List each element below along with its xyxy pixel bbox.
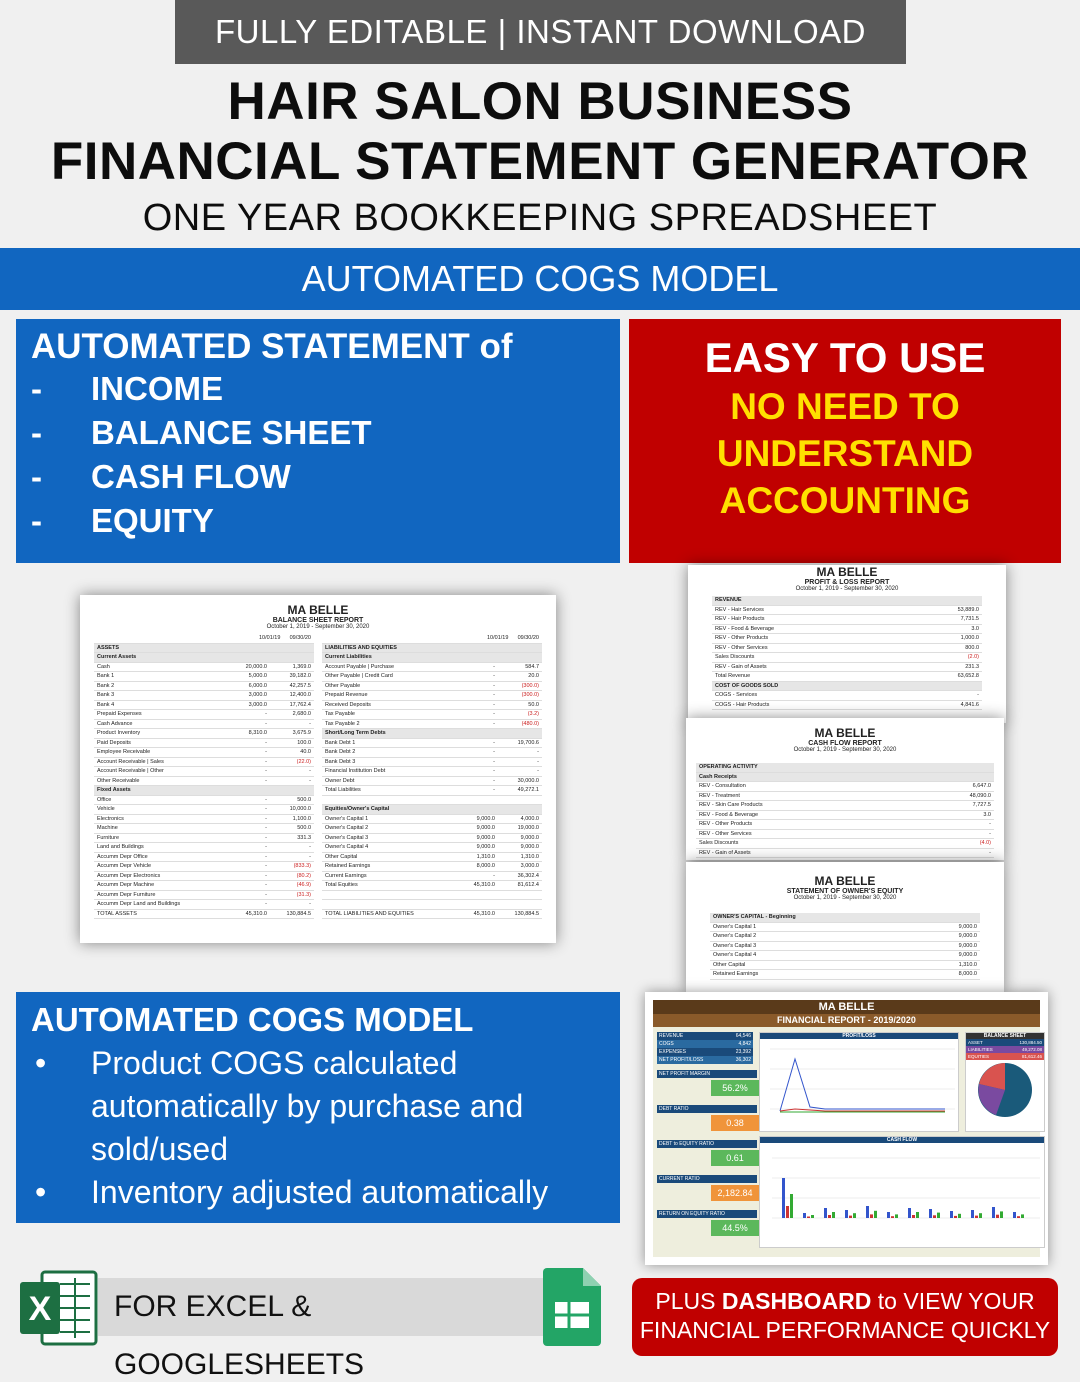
cash-flow-bar — [887, 1212, 890, 1218]
cash-flow-bar — [874, 1211, 877, 1218]
summary-row: NET PROFIT/LOSS 36,302 — [659, 1057, 751, 1063]
cash-flow-bar — [933, 1215, 936, 1218]
kpi-label: RETURN ON EQUITY RATIO — [657, 1210, 757, 1218]
cogs-heading: AUTOMATED COGS MODEL — [31, 1001, 474, 1038]
table-row: Bank 3 3,000.0 12,400.0 — [94, 691, 314, 701]
cash-flow-bar — [782, 1178, 785, 1218]
table-row: Prepaid Expenses - 2,680.0 — [94, 710, 314, 720]
table-row: COGS - Hair Products 4,841.6 — [712, 701, 982, 711]
cash-flow-bar — [1021, 1214, 1024, 1218]
kpi-label: NET PROFIT MARGIN — [657, 1070, 757, 1078]
cash-flow-bar — [950, 1211, 953, 1218]
title-line-1: HAIR SALON BUSINESS — [227, 72, 853, 131]
table-row: Sales Discounts (4.0) — [696, 839, 994, 849]
cash-flow-bar — [958, 1214, 961, 1218]
table-row: Cash Receipts — [696, 773, 994, 783]
cash-flow-bar — [992, 1207, 995, 1218]
subtitle: ONE YEAR BOOKKEEPING SPREADSHEET — [142, 197, 938, 239]
table-row: OWNER'S CAPITAL - Beginning — [710, 913, 980, 923]
cash-flow-bar — [912, 1215, 915, 1218]
table-row: Other Capital 1,310.0 1,310.0 — [322, 853, 542, 863]
table-row: Owner's Capital 4 9,000.0 — [710, 951, 980, 961]
cash-flow-bar — [824, 1208, 827, 1218]
table-row: TOTAL ASSETS 45,310.0 130,884.5 — [94, 910, 314, 920]
table-row: Furniture - 331.3 — [94, 834, 314, 844]
table-row: REV - Other Services 800.0 — [712, 644, 982, 654]
company-name: MA BELLE — [816, 565, 878, 579]
table-row: Retained Earnings 8,000.0 3,000.0 — [322, 862, 542, 872]
table-row: COST OF GOODS SOLD — [712, 682, 982, 692]
table-row: Accumm Depr Furniture - (31.3) — [94, 891, 314, 901]
table-row: REV - Other Products - — [696, 820, 994, 830]
table-row: Tax Payable - (3.2) — [322, 710, 542, 720]
table-row: Other Receivable - - — [94, 777, 314, 787]
table-row: Office - 500.0 — [94, 796, 314, 806]
kpi-block — [657, 1070, 757, 1093]
table-row: REV - Food & Beverage 3.0 — [696, 811, 994, 821]
cash-flow-bar — [971, 1210, 974, 1218]
easy-line: UNDERSTAND — [716, 433, 974, 474]
balance-row: EQUITIES 81,612.46 — [968, 1054, 1042, 1059]
table-row: Cash Advance - - — [94, 720, 314, 730]
report-dates: October 1, 2019 - September 30, 2020 — [793, 747, 897, 753]
platform-label: FOR EXCEL & GOOGLESHEETS — [98, 1278, 548, 1336]
table-row: REV - Other Services - — [696, 830, 994, 840]
table-row: Current Earnings - 36,302.4 — [322, 872, 542, 882]
excel-icon — [20, 1268, 98, 1348]
cash-flow-bar — [807, 1217, 810, 1219]
report-dates: October 1, 2019 - September 30, 2020 — [266, 624, 370, 630]
table-row: Current Liabilities — [322, 653, 542, 663]
cash-flow-bar — [790, 1194, 793, 1218]
kpi-value: 44.5% — [711, 1220, 759, 1236]
balance-pie-chart — [966, 1060, 1044, 1120]
table-row: Machine - 500.0 — [94, 824, 314, 834]
table-row: Short/Long Term Debts — [322, 729, 542, 739]
table-row: ASSETS — [94, 644, 314, 654]
table-row: REV - Gain of Assets 231.3 — [712, 663, 982, 673]
cash-flow-chart-title: CASH FLOW — [760, 1137, 1044, 1143]
cash-flow-bar — [954, 1216, 957, 1218]
table-row: REV - Treatment 48,090.0 — [696, 792, 994, 802]
table-row: Owner's Capital 2 9,000.0 19,000.0 — [322, 824, 542, 834]
table-row: REV - Food & Beverage 3.0 — [712, 625, 982, 635]
table-row: Product Inventory 8,310.0 3,675.9 — [94, 729, 314, 739]
cash-flow-bar — [866, 1206, 869, 1218]
report-title: STATEMENT OF OWNER'S EQUITY — [786, 888, 904, 895]
statement-item: - BALANCE SHEET — [31, 414, 372, 451]
cash-flow-bar — [908, 1208, 911, 1218]
table-row: Account Receivable | Sales - (22.0) — [94, 758, 314, 768]
title-line-2: FINANCIAL STATEMENT GENERATOR — [50, 132, 1030, 191]
table-row: Other Capital 1,310.0 — [710, 961, 980, 971]
table-row: Employee Receivable - 40.0 — [94, 748, 314, 758]
cogs-box — [16, 992, 620, 1223]
table-row: Account Receivable | Other - - — [94, 767, 314, 777]
company-name: MA BELLE — [814, 874, 876, 888]
easy-line: NO NEED TO — [730, 386, 960, 427]
cash-flow-bar — [870, 1214, 873, 1218]
kpi-block — [657, 1175, 757, 1198]
table-row: Accumm Depr Land and Buildings - - — [94, 900, 314, 910]
dashboard-preview — [645, 992, 1048, 1265]
table-row: Vehicle - 10,000.0 — [94, 805, 314, 815]
statement-item: - CASH FLOW — [31, 458, 291, 495]
table-row: REV - Hair Products 7,731.5 — [712, 615, 982, 625]
statements-heading: AUTOMATED STATEMENT of — [31, 327, 513, 366]
cash-flow-bar — [832, 1212, 835, 1218]
table-row: LIABILITIES AND EQUITIES — [322, 644, 542, 654]
table-row: Electronics - 1,100.0 — [94, 815, 314, 825]
table-row: Owner's Capital 2 9,000.0 — [710, 932, 980, 942]
table-row: Retained Earnings 8,000.0 — [710, 970, 980, 980]
kpi-label: DEBT RATIO — [657, 1105, 757, 1113]
column-headers: 10/01/19 09/30/20 — [322, 634, 542, 644]
cash-flow-bar — [929, 1209, 932, 1218]
table-row: Current Assets — [94, 653, 314, 663]
easy-to-use-box — [629, 319, 1061, 563]
table-row: Sales Discounts (2.0) — [712, 653, 982, 663]
cogs-bullet: • Inventory adjusted automatically — [35, 1174, 549, 1210]
cash-flow-bar — [937, 1213, 940, 1218]
google-sheets-icon — [543, 1268, 601, 1346]
table-row: Accumm Depr Vehicle - (833.3) — [94, 862, 314, 872]
report-title: BALANCE SHEET REPORT — [272, 617, 364, 624]
easy-line: ACCOUNTING — [719, 480, 971, 521]
cash-flow-preview — [686, 718, 1004, 860]
table-row: Bank 2 6,000.0 42,257.5 — [94, 682, 314, 692]
table-row: OPERATING ACTIVITY — [696, 763, 994, 773]
table-row: REV - Hair Services 53,889.0 — [712, 606, 982, 616]
balance-row: LIABILITIES 49,272.08 — [968, 1047, 1042, 1052]
table-row: REV - Other Products 1,000.0 — [712, 634, 982, 644]
statement-item: - INCOME — [31, 370, 223, 407]
cash-flow-bar — [786, 1206, 789, 1218]
profit-loss-chart-title: PROFIT/LOSS — [760, 1033, 958, 1039]
profit-loss-chart — [760, 1039, 958, 1129]
profit-loss-preview — [688, 565, 1006, 723]
kpi-label: CURRENT RATIO — [657, 1175, 757, 1183]
kpi-label: DEBT to EQUITY RATIO — [657, 1140, 757, 1148]
table-row: Account Payable | Purchase - 584.7 — [322, 663, 542, 673]
table-row: Owner's Capital 3 9,000.0 9,000.0 — [322, 834, 542, 844]
cash-flow-bar — [979, 1213, 982, 1218]
table-row: Owner's Capital 4 9,000.0 9,000.0 — [322, 843, 542, 853]
table-row: REV - Gain of Assets - — [696, 849, 994, 859]
balance-sheet-preview — [80, 595, 556, 943]
table-row: Accumm Depr Machine - (46.9) — [94, 881, 314, 891]
summary-row: REVENUE 64,546 — [659, 1033, 751, 1039]
table-row — [322, 900, 542, 910]
assets-column — [94, 634, 314, 919]
table-row: TOTAL LIABILITIES AND EQUITIES 45,310.0 130,884.5 — [322, 910, 542, 920]
report-dates: October 1, 2019 - September 30, 2020 — [793, 895, 897, 901]
cash-flow-bar — [845, 1210, 848, 1218]
table-row: Total Equities 45,310.0 81,612.4 — [322, 881, 542, 891]
balance-row: ASSET 130,884.50 — [968, 1040, 1042, 1045]
column-headers: 10/01/19 09/30/20 — [94, 634, 314, 644]
report-dates: October 1, 2019 - September 30, 2020 — [795, 586, 899, 592]
table-row: Other Payable - (300.0) — [322, 682, 542, 692]
cash-flow-bar — [1017, 1216, 1020, 1218]
cash-flow-bar — [895, 1214, 898, 1218]
cash-flow-bar — [1013, 1212, 1016, 1218]
table-row: Land and Buildings - - — [94, 843, 314, 853]
table-row: Owner Debt - 30,000.0 — [322, 777, 542, 787]
company-name: MA BELLE — [814, 726, 876, 740]
table-row: Other Payable | Credit Card - 20.0 — [322, 672, 542, 682]
report-title: CASH FLOW REPORT — [808, 740, 882, 747]
cash-flow-bar — [828, 1215, 831, 1218]
table-row: Received Deposits - 50.0 — [322, 701, 542, 711]
cogs-bullet: • Product COGS calculated automatically by purchase and sold/used — [35, 1045, 524, 1167]
cash-flow-bar — [803, 1213, 806, 1218]
table-row: Accumm Depr Office - - — [94, 853, 314, 863]
kpi-block — [657, 1210, 757, 1233]
cash-flow-bar — [811, 1215, 814, 1218]
table-row: REVENUE — [712, 596, 982, 606]
cash-flow-bar — [891, 1216, 894, 1218]
cash-flow-chart — [760, 1143, 1044, 1247]
svg-text:X: X — [28, 1290, 52, 1328]
cash-flow-bar — [975, 1216, 978, 1218]
table-row — [322, 891, 542, 901]
table-row: Bank 1 5,000.0 39,182.0 — [94, 672, 314, 682]
equity-preview — [686, 862, 1004, 992]
table-row: Total Revenue 63,652.8 — [712, 672, 982, 682]
cogs-banner: AUTOMATED COGS MODEL — [0, 248, 1080, 310]
company-name: MA BELLE — [287, 603, 349, 617]
liabilities-column — [322, 634, 542, 919]
table-row: Fixed Assets — [94, 786, 314, 796]
table-row: REV - Skin Care Products 7,727.5 — [696, 801, 994, 811]
kpi-block — [657, 1105, 757, 1128]
table-row — [322, 796, 542, 806]
kpi-value: 0.38 — [711, 1115, 759, 1131]
table-row: Bank Debt 1 - 19,700.6 — [322, 739, 542, 749]
cash-flow-bar — [916, 1212, 919, 1218]
cash-flow-bar — [996, 1215, 999, 1218]
dashboard-title: FINANCIAL REPORT - 2019/2020 — [653, 1014, 1040, 1027]
table-row: Owner's Capital 3 9,000.0 — [710, 942, 980, 952]
table-row: Paid Deposits - 100.0 — [94, 739, 314, 749]
table-row: Owner's Capital 1 9,000.0 4,000.0 — [322, 815, 542, 825]
table-row: REV - Consultation 6,647.0 — [696, 782, 994, 792]
cash-flow-bar — [853, 1213, 856, 1218]
dashboard-callout: PLUS DASHBOARD to VIEW YOUR FINANCIAL PERFORMANCE QUICKLY — [632, 1278, 1058, 1356]
cash-flow-bar — [849, 1216, 852, 1218]
table-row: COGS - Services - — [712, 691, 982, 701]
tagline-banner: FULLY EDITABLE | INSTANT DOWNLOAD — [175, 0, 906, 64]
statement-item: - EQUITY — [31, 502, 214, 539]
easy-heading: EASY TO USE — [704, 334, 986, 381]
table-row: Bank Debt 3 - - — [322, 758, 542, 768]
kpi-value: 0.61 — [711, 1150, 759, 1166]
kpi-value: 2,182.84 — [711, 1185, 759, 1201]
table-row: Accumm Depr Electronics - (80.2) — [94, 872, 314, 882]
table-row: Total Liabilities - 49,272.1 — [322, 786, 542, 796]
balance-title: BALANCE SHEET — [966, 1033, 1044, 1039]
table-row: Financial Institution Debt - - — [322, 767, 542, 777]
table-row: Bank Debt 2 - - — [322, 748, 542, 758]
kpi-block — [657, 1140, 757, 1163]
table-row: Cash 20,000.0 1,369.0 — [94, 663, 314, 673]
statements-box — [16, 319, 620, 563]
dashboard-company: MA BELLE — [653, 1000, 1040, 1014]
table-row: Tax Payable 2 - (480.0) — [322, 720, 542, 730]
table-row: Bank 4 3,000.0 17,762.4 — [94, 701, 314, 711]
summary-row: EXPENSES 23,392 — [659, 1049, 751, 1055]
report-title: PROFIT & LOSS REPORT — [804, 579, 890, 586]
cash-flow-bar — [1000, 1211, 1003, 1218]
table-row: Owner's Capital 1 9,000.0 — [710, 923, 980, 933]
kpi-value: 56.2% — [711, 1080, 759, 1096]
table-row: Prepaid Revenue - (300.0) — [322, 691, 542, 701]
table-row: Equities/Owner's Capital — [322, 805, 542, 815]
summary-row: COGS 4,842 — [659, 1041, 751, 1047]
